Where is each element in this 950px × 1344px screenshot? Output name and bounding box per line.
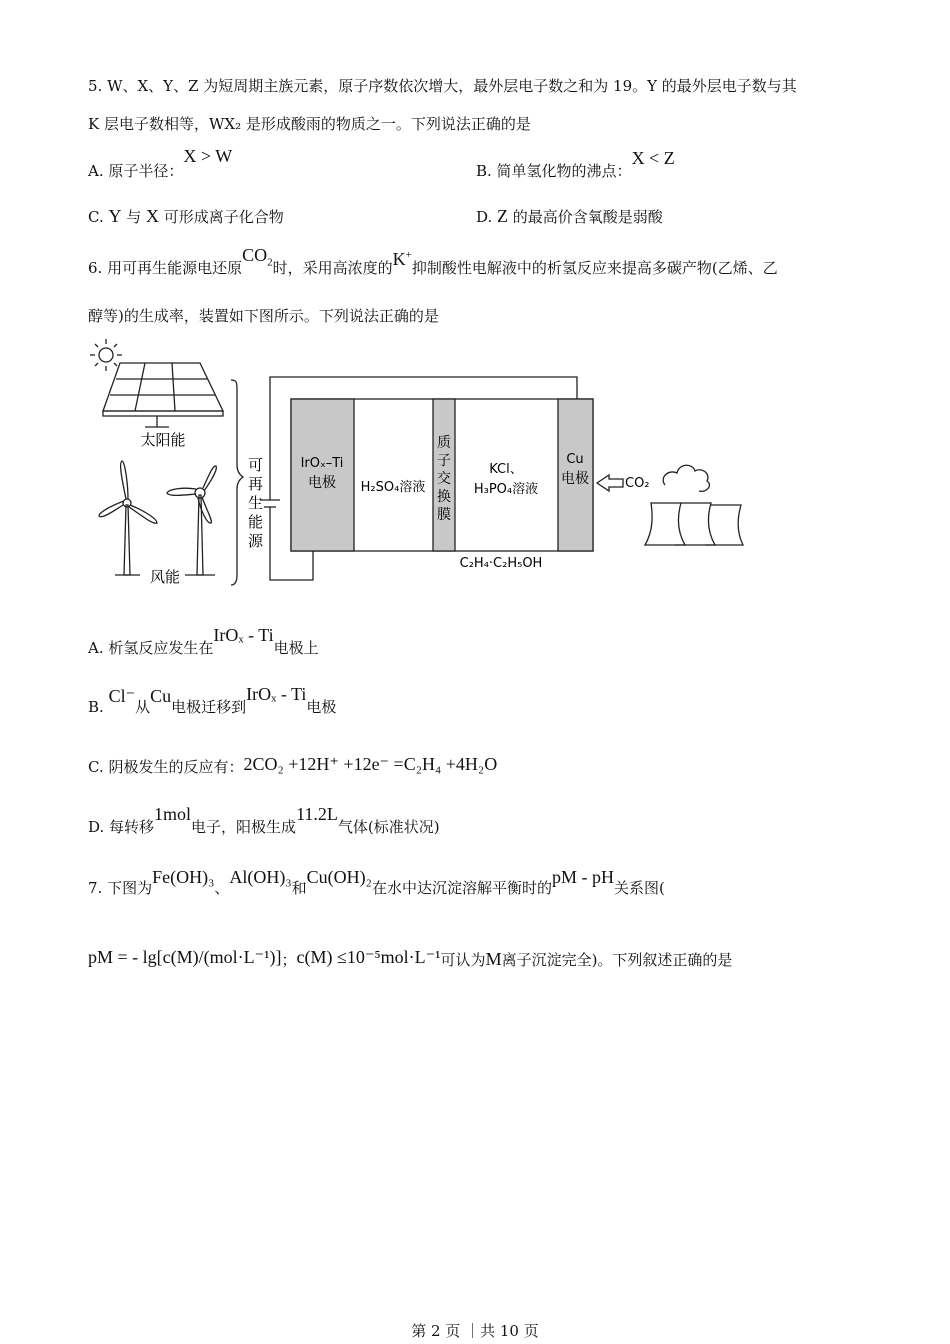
wind-label: 风能 [149,568,181,586]
q6-option-a [88,625,319,658]
q6-option-b-mid1: 从 [135,698,151,716]
q7-stem-part-e: 离子沉淀完全)。下列叙述正确的是 [501,951,733,969]
sun-icon [90,339,122,371]
q6-stem-part-c: 抑制酸性电解液中的析氢反应来提高多碳产物(乙烯、乙 [411,259,778,277]
q6-option-a-text: A. 析氢反应发生在 [88,639,214,657]
q6-option-b-cu: Cu [150,686,172,706]
q5-option-d [476,206,663,227]
q5-option-c-x: X [146,206,160,226]
q6-option-b [88,684,337,717]
q6-co2-sub: 2 [267,256,273,269]
renewable-char-3: 生 [248,494,264,512]
q5-option-c-post: 可形成离子化合物 [159,208,284,226]
q7-pm-definition: pM = - lg[c(M)/(mol·L⁻¹)] [88,947,282,967]
cathode-label-2: 电极 [561,471,589,487]
wind-turbine-icon [99,461,216,575]
right-solution-label-2: H₃PO₄溶液 [473,482,539,497]
anode-label-1: IrOₓ–Ti [300,456,344,471]
q5-option-c-letter: C. [88,208,109,226]
cathode-label-1: Cu [566,452,584,467]
left-solution-label: H₂SO₄溶液 [360,480,426,495]
co2-label: CO₂ [625,476,650,491]
q5-option-a [88,146,233,181]
q7-m: M [485,949,502,969]
q5-stem-line1: 5. W、X、Y、Z 为短周期主族元素，原子序数依次增大，最外层电子数之和为 19。Y 的最外层电子数与其 [88,77,797,95]
renewable-label [248,456,264,550]
q7-stem-line2 [88,948,732,971]
q7-stem-line1 [88,867,665,899]
q6-option-b-mid2: 电极迁移到 [171,698,247,716]
q6-option-d-mid: 电子，阳极生成 [191,818,297,836]
q6-k-main: K [392,249,406,269]
factory-icon [645,465,743,545]
page-footer: 第 2 页 ｜共 10 页 [411,1322,539,1340]
co2-arrow-icon [597,475,623,491]
q5-option-d-z: Z [497,206,509,226]
q6-option-c-equation: 2CO₂ +12H⁺ +12e⁻ =C₂H₄ +4H₂O [243,754,498,774]
q6-option-b-iro: IrOₓ - Ti [246,684,307,704]
q5-option-c-mid: 与 [121,208,147,226]
q6-stem-line2: 醇等)的生成率，装置如下图所示。下列说法正确的是 [88,307,439,325]
q7-stem-part-c: 关系图( [613,879,665,897]
q7-stem-part-a: 7. 下图为 [88,879,153,897]
products-label: C₂H₄·C₂H₅OH [459,556,543,571]
right-solution-label-1: KCl、 [489,462,523,477]
q6-co2-main: CO [242,245,268,265]
q6-option-a-math: IrOₓ - Ti [213,625,274,645]
q7-al-oh: Al(OH)₃ [229,867,292,887]
q6-option-c-text: C. 阴极发生的反应有： [88,758,244,776]
q5-option-d-post: 的最高价含氧酸是弱酸 [508,208,663,226]
q5-option-d-letter: D. [476,208,498,226]
q5-option-a-math: X > W [183,146,233,166]
q5-option-a-text: A. 原子半径： [88,162,184,180]
q6-option-d-text: D. 每转移 [88,818,155,836]
q6-option-d-mol: 1mol [154,804,192,824]
q7-cu-oh: Cu(OH)₂ [306,867,372,887]
q6-option-b-cl: Cl⁻ [108,686,136,706]
q6-option-d-post: 气体(标准状况) [337,818,440,836]
membrane-char-4: 换 [437,489,451,505]
q6-option-b-letter: B. [88,698,109,716]
membrane-char-2: 子 [437,453,451,469]
q6-k-sup: + [405,249,412,261]
membrane-char-5: 膜 [437,507,451,523]
q5-stem-line2: K 层电子数相等，WX₂ 是形成酸雨的物质之一。下列说法正确的是 [88,115,531,133]
q6-option-d-volume: 11.2L [296,804,338,824]
q6-co2 [242,245,273,269]
q5-option-b-math: X < Z [631,148,675,168]
q5-option-c-y: Y [108,206,122,226]
q5-option-b-text: B. 简单氢化物的沸点： [476,162,632,180]
solar-panel-icon [103,363,223,427]
q6-stem-line1 [88,245,778,279]
q6-stem-part-b: 时，采用高浓度的 [272,259,393,277]
q6-k-ion [393,249,412,269]
q5-option-c [88,206,284,227]
q7-and: 和 [291,879,307,897]
q7-fe-oh: Fe(OH)₃ [152,867,215,887]
q5-option-b [476,148,675,181]
q7-sep2: ； [281,951,297,969]
q6-option-b-post: 电极 [306,698,337,716]
q7-completion-condition: c(M) ≤10⁻⁵mol·L⁻¹ [296,947,441,967]
brace [231,380,243,585]
q6-option-a-post: 电极上 [273,639,319,657]
q6-option-d [88,804,440,837]
solar-label: 太阳能 [140,431,186,449]
q7-stem-part-d: 可认为 [440,951,486,969]
q7-sep: 、 [214,879,230,897]
renewable-char-5: 源 [248,532,264,550]
membrane-char-1: 质 [437,435,451,451]
membrane-char-3: 交 [437,471,451,487]
q7-stem-part-b: 在水中达沉淀溶解平衡时的 [371,879,552,897]
renewable-char-2: 再 [248,475,264,493]
renewable-char-1: 可 [248,456,264,474]
renewable-char-4: 能 [248,513,264,531]
anode-label-2: 电极 [308,475,336,491]
q6-option-c [88,756,497,777]
q7-pm-ph: pM - pH [551,867,614,887]
electrolysis-diagram [85,335,760,595]
q6-stem-part-a: 6. 用可再生能源电还原 [88,259,243,277]
